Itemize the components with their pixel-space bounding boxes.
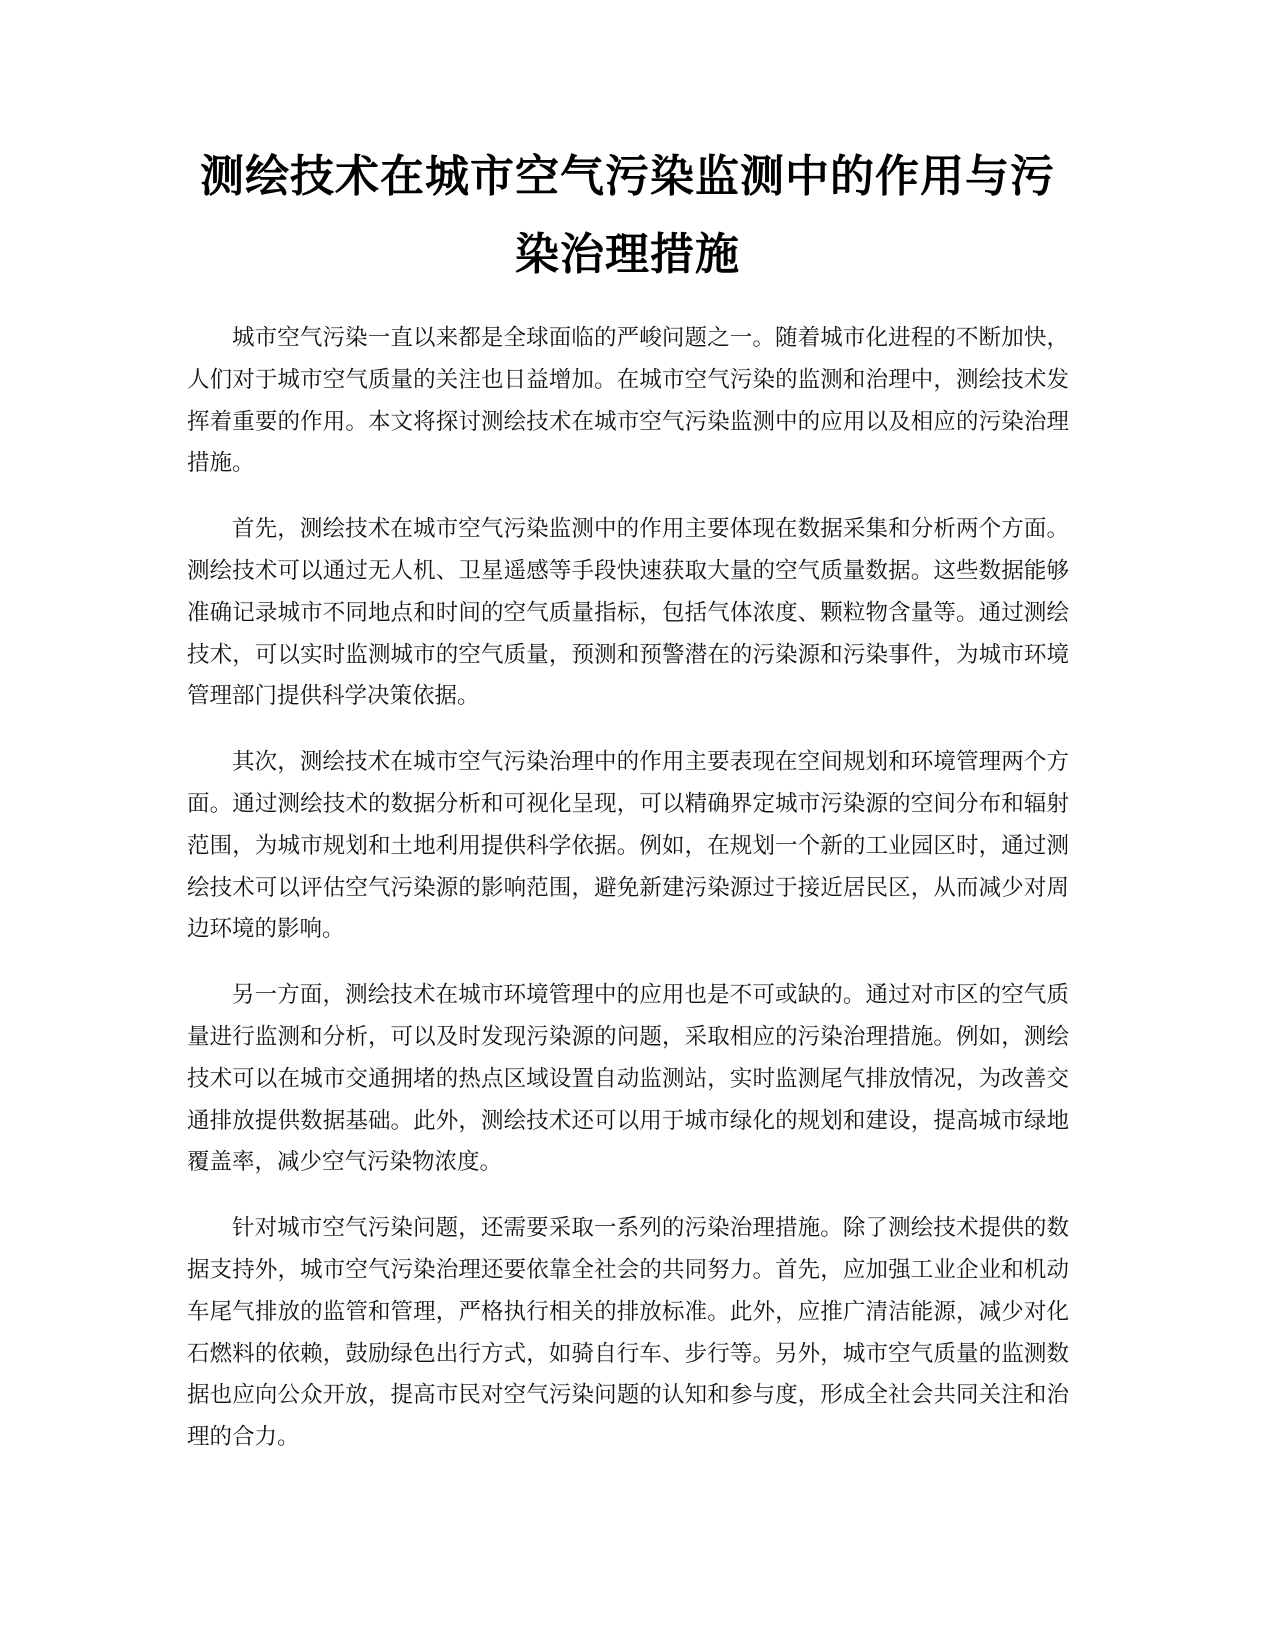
paragraph-2: 首先，测绘技术在城市空气污染监测中的作用主要体现在数据采集和分析两个方面。测绘技术可以通过无人机、卫星遥感等手段快速获取大量的空气质量数据。这些数据能够准确记录城市不同地点和时间的空气质量指标，包括气体浓度、颗粒物含量等。通过测绘技术，可以实时监测城市的空气质量，预测和预警潜在的污染源和污染事件，为城市环境管理部门提供科学决策依据。 <box>187 516 1069 710</box>
document-title: 测绘技术在城市空气污染监测中的作用与污染治理措施 <box>200 151 1055 280</box>
paragraph-5: 针对城市空气污染问题，还需要采取一系列的污染治理措施。除了测绘技术提供的数据支持外，城市空气污染治理还要依靠全社会的共同努力。首先，应加强工业企业和机动车尾气排放的监管和管理，严格执行相关的排放标准。此外，应推广清洁能源，减少对化石燃料的依赖，鼓励绿色出行方式，如骑自行车、步行等。另外，城市空气质量的监测数据也应向公众开放，提高市民对空气污染问题的认知和参与度，形成全社会共同关注和治理的合力。 <box>187 1215 1069 1451</box>
paragraph-1: 城市空气污染一直以来都是全球面临的严峻问题之一。随着城市化进程的不断加快，人们对于城市空气质量的关注也日益增加。在城市空气污染的监测和治理中，测绘技术发挥着重要的作用。本文将探讨测绘技术在城市空气污染监测中的应用以及相应的污染治理措施。 <box>187 325 1069 477</box>
document-body <box>187 318 1069 1483</box>
paragraph-3: 其次，测绘技术在城市空气污染治理中的作用主要表现在空间规划和环境管理两个方面。通过测绘技术的数据分析和可视化呈现，可以精确界定城市污染源的空间分布和辐射范围，为城市规划和土地利用提供科学依据。例如，在规划一个新的工业园区时，通过测绘技术可以评估空气污染源的影响范围，避免新建污染源过于接近居民区，从而减少对周边环境的影响。 <box>187 749 1069 943</box>
paragraph-4: 另一方面，测绘技术在城市环境管理中的应用也是不可或缺的。通过对市区的空气质量进行监测和分析，可以及时发现污染源的问题，采取相应的污染治理措施。例如，测绘技术可以在城市交通拥堵的热点区域设置自动监测站，实时监测尾气排放情况，为改善交通排放提供数据基础。此外，测绘技术还可以用于城市绿化的规划和建设，提高城市绿地覆盖率，减少空气污染物浓度。 <box>187 982 1069 1176</box>
